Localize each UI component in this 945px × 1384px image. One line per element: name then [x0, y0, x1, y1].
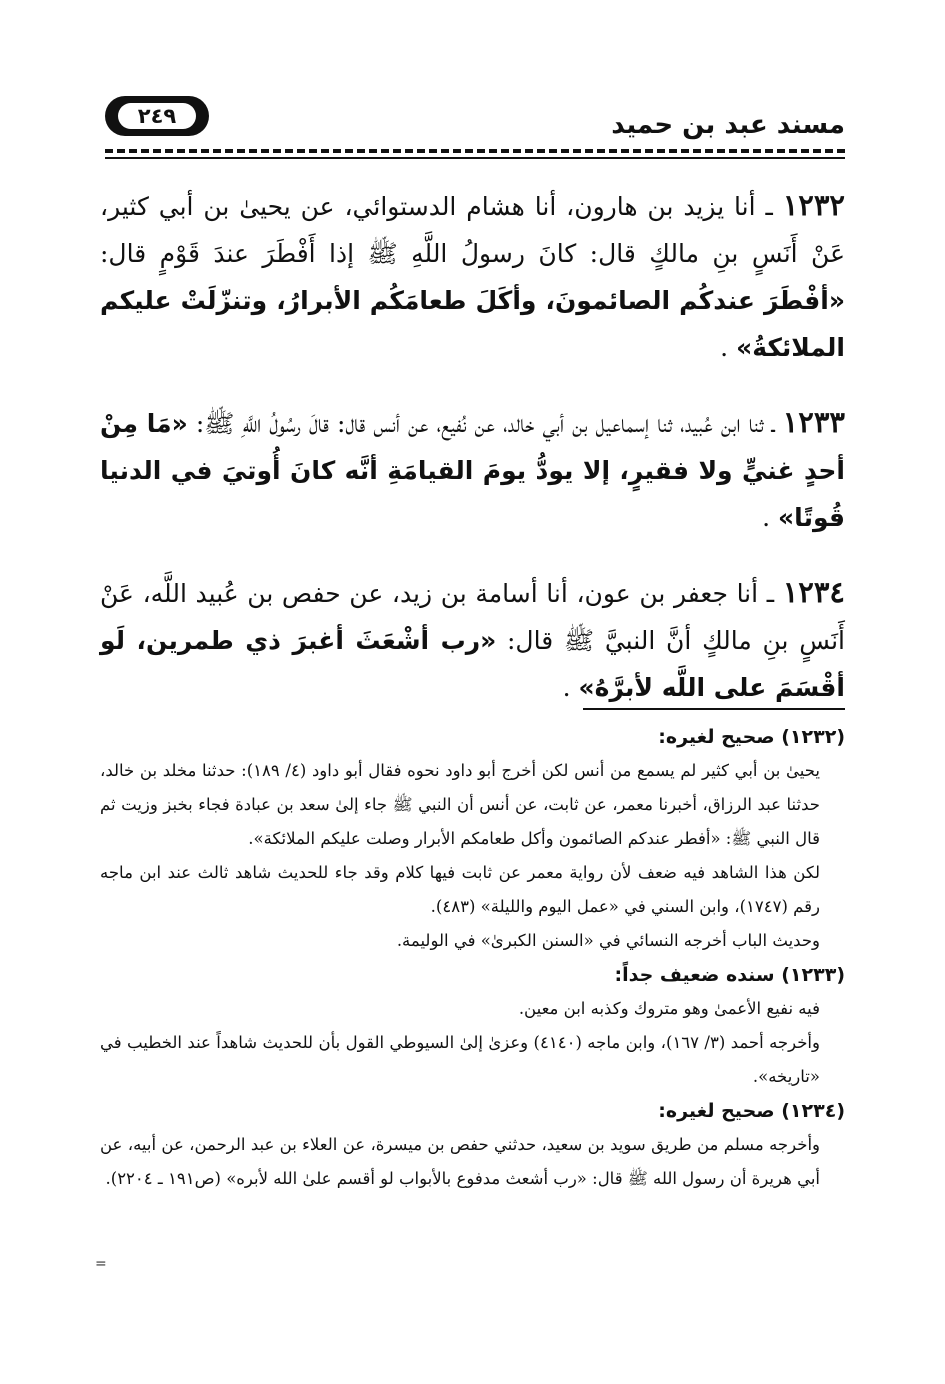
hadith-1234	[100, 569, 845, 711]
page-number: ٢٤٩	[118, 103, 196, 129]
hadith-matn: «رب أشْعَثَ أغبرَ ذي طمرين، لَو أقْسَمَ على اللَّه لأبرَّهُ»	[100, 626, 845, 702]
footnote-paragraph: لكن هذا الشاهد فيه ضعف لأن رواية معمر عن ثابت فيها كلام وقد جاء للحديث شاهد ثالث عند ابن ماجه رقم (١٧٤٧)، وابن السني في «عمل اليوم والليلة» (٤٨٣).	[100, 863, 820, 916]
footnote-body	[100, 754, 820, 958]
footnotes-section	[100, 720, 845, 1196]
footnote-1232	[100, 720, 845, 958]
footnote-paragraph: وحديث الباب أخرجه النسائي في «السنن الكبرىٰ» في الوليمة.	[396, 931, 820, 950]
header-rule-dashed	[105, 149, 845, 153]
footnote-paragraph: وأخرجه مسلم من طريق سويد بن سعيد، حدثني حفص بن ميسرة، عن العلاء بن عبد الرحمن، عن أبيه، عن أبي هريرة أن رسول الله ﷺ قال: «رب أشعث مدفوع بالأبواب لو أقسم علىٰ الله لأبره» (ص١٩١ ـ ٢٢٠٤).	[100, 1135, 820, 1188]
hadith-isnad: ـ ثنا ابن عُبيد، ثنا إسماعيل بن أبي خالد، عن نُفيع، عن أنس قال: قالَ رسُولُ اللَّهِ ﷺ:	[187, 409, 783, 438]
hadith-number: ١٢٣٣	[782, 405, 845, 439]
footnote-separator	[583, 708, 845, 710]
hadith-end: .	[562, 673, 579, 702]
footnote-heading: (١٢٣٤) صحيح لغيره:	[658, 1100, 845, 1122]
page-header	[105, 96, 845, 142]
book-title: مسند عبد بن حميد	[611, 110, 845, 140]
footnote-heading: (١٢٣٢) صحيح لغيره:	[658, 726, 845, 748]
footnote-paragraph: وأخرجه أحمد (٣/ ١٦٧)، وابن ماجه (٤١٤٠) وعزىٰ إلىٰ السيوطي القول بأن للحديث شاهداً عند الخطيب في «تاريخه».	[100, 1033, 820, 1086]
hadith-number: ١٢٣٤	[782, 575, 845, 609]
hadith-end: .	[762, 503, 779, 532]
hadith-isnad: ـ أنا يزيد بن هارون، أنا هشام الدستوائي، عن يحيىٰ بن أبي كثير، عَنْ أَنَسٍ بنِ مالكٍ قال: كانَ رسولُ اللَّهِ ﷺ إذا أَفْطَرَ عندَ قَوْمٍ قال:	[100, 192, 845, 268]
footnote-body	[100, 992, 820, 1094]
hadith-isnad: ـ أنا جعفر بن عون، أنا أسامة بن زيد، عن حفص بن عُبيد اللَّه، عَنْ أَنَسٍ بنِ مالكٍ أنَّ النبيَّ ﷺ قال:	[100, 579, 845, 655]
footnote-paragraph: يحيىٰ بن أبي كثير لم يسمع من أنس لكن أخرج أبو داود نحوه فقال أبو داود (٤/ ١٨٩): حدثنا مخلد بن خالد، حدثنا عبد الرزاق، أخبرنا معمر، عن ثابت، عن أنس أن النبي ﷺ جاء إلىٰ سعد بن عبادة فجاء بخبز وزيت ثم قال النبي ﷺ: «أفطر عندكم الصائمون وأكل طعامكم الأبرار وصلت عليكم الملائكة».	[100, 761, 820, 848]
footnote-1233	[100, 958, 845, 1094]
hadith-number: ١٢٣٢	[782, 188, 845, 222]
hadith-1232	[100, 182, 845, 371]
footnote-heading: (١٢٣٣) سنده ضعيف جداً:	[614, 964, 845, 986]
header-rule-solid	[105, 157, 845, 159]
margin-mark: =	[95, 1256, 107, 1272]
hadith-section	[100, 182, 845, 739]
hadith-end: .	[720, 333, 737, 362]
footnote-1234	[100, 1094, 845, 1196]
hadith-matn: «مَا مِنْ أحدٍ غنيٍّ ولا فقيرٍ، إلا يودُّ يومَ القيامَةِ أنَّه كانَ أُوتيَ في الدنيا قُوتًا»	[100, 409, 845, 532]
hadith-1233	[100, 399, 845, 541]
page-number-badge	[105, 96, 209, 136]
footnote-body	[100, 1128, 820, 1196]
footnote-paragraph: فيه نفيع الأعمىٰ وهو متروك وكذبه ابن معين.	[518, 999, 820, 1018]
hadith-matn: «أفْطَرَ عندكُم الصائمونَ، وأكَلَ طعامَكُم الأبرارُ، وتنزّلَتْ عليكم الملائكةُ»	[100, 286, 845, 362]
